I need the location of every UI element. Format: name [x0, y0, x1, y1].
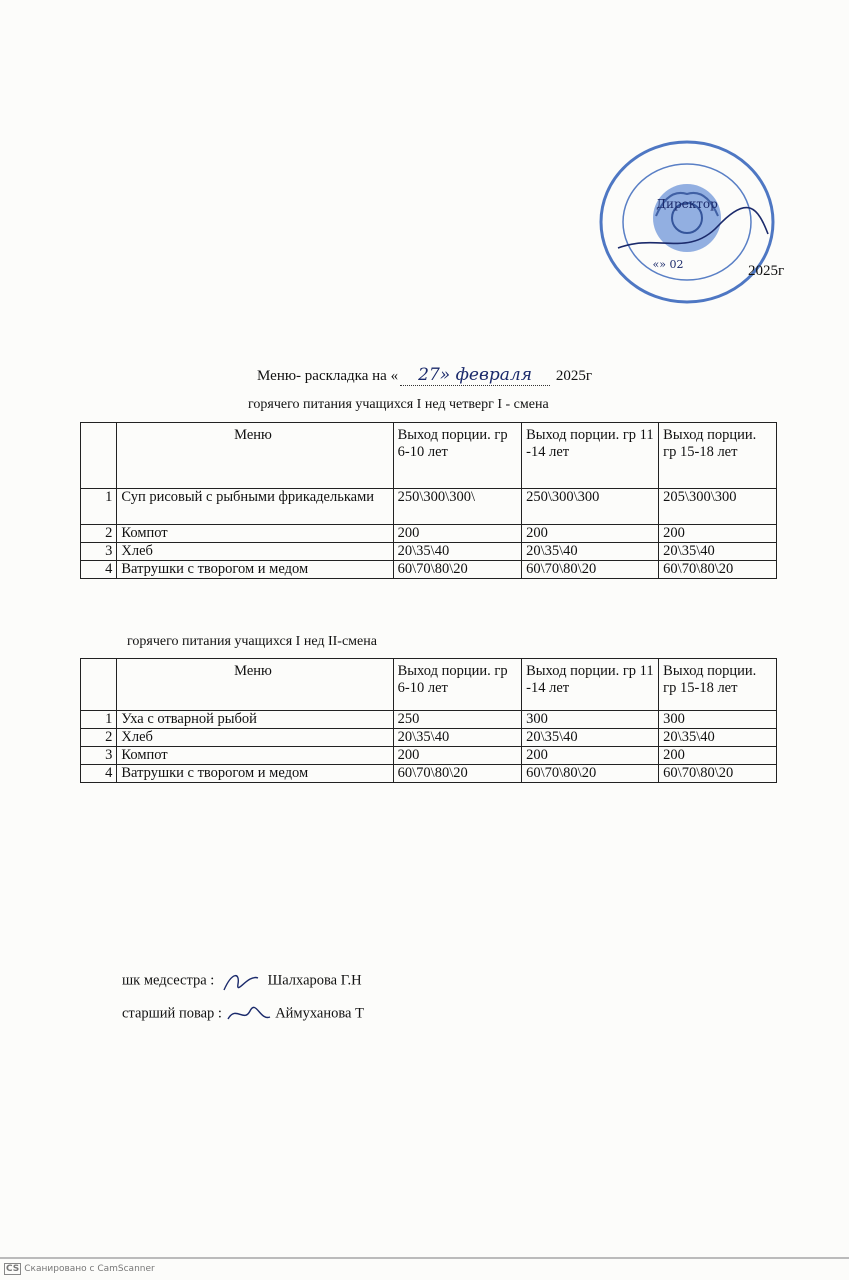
portion-11-14: 300	[522, 711, 659, 729]
portion-6-10: 60\70\80\20	[393, 765, 521, 783]
shift2-subtitle: горячего питания учащихся I нед II-смена	[127, 634, 377, 649]
portion-6-10: 60\70\80\20	[393, 561, 521, 579]
portion-6-10: 250	[393, 711, 521, 729]
header-col-a: Выход порции. гр 6-10 лет	[393, 659, 521, 711]
cook-signature-scribble	[226, 1003, 272, 1025]
table-header-row	[81, 659, 777, 711]
row-number: 3	[81, 543, 117, 561]
header-col-a: Выход порции. гр 6-10 лет	[393, 423, 521, 489]
shift2-menu-table	[80, 658, 777, 783]
portion-6-10: 20\35\40	[393, 543, 521, 561]
portion-6-10: 250\300\300\	[393, 489, 521, 525]
portion-11-14: 250\300\300	[522, 489, 659, 525]
title-handwritten-date: 27» февраля	[400, 365, 550, 386]
camscanner-icon: CS	[6, 1264, 20, 1274]
title-prefix: Меню- раскладка на «	[257, 368, 399, 384]
dish-name: Ватрушки с творогом и медом	[117, 765, 393, 783]
approval-year: 2025г	[748, 263, 785, 279]
shift1-menu-table	[80, 422, 777, 579]
table-row	[81, 765, 777, 783]
portion-15-18: 20\35\40	[659, 729, 777, 747]
cook-signature-line	[122, 1003, 364, 1025]
document-title	[0, 365, 849, 386]
portion-11-14: 60\70\80\20	[522, 765, 659, 783]
dish-name: Компот	[117, 747, 393, 765]
nurse-signature-line	[122, 970, 362, 992]
cook-label: старший повар :	[122, 1005, 222, 1022]
portion-6-10: 200	[393, 747, 521, 765]
shift1-subtitle: горячего питания учащихся I нед четверг I - смена	[248, 397, 549, 412]
seal-role-text: Директор	[656, 197, 718, 211]
portion-15-18: 200	[659, 525, 777, 543]
header-menu: Меню	[117, 423, 393, 489]
nurse-name: Шалхарова Г.Н	[267, 972, 362, 989]
cook-name: Аймуханова Т	[275, 1005, 364, 1022]
row-number: 2	[81, 525, 117, 543]
portion-15-18: 20\35\40	[659, 543, 777, 561]
dish-name: Суп рисовый с рыбными фрикадельками	[117, 489, 393, 525]
table-row	[81, 711, 777, 729]
row-number: 1	[81, 711, 117, 729]
table-row	[81, 525, 777, 543]
scanner-footer	[4, 1263, 155, 1275]
title-year: 2025г	[555, 368, 592, 384]
dish-name: Хлеб	[117, 543, 393, 561]
dish-name: Ватрушки с творогом и медом	[117, 561, 393, 579]
dish-name: Хлеб	[117, 729, 393, 747]
portion-11-14: 20\35\40	[522, 543, 659, 561]
table-row	[81, 561, 777, 579]
row-number: 2	[81, 729, 117, 747]
dish-name: Уха с отварной рыбой	[117, 711, 393, 729]
official-seal-stamp	[598, 138, 776, 308]
portion-15-18: 60\70\80\20	[659, 765, 777, 783]
scan-footer-divider	[0, 1257, 849, 1259]
nurse-signature-scribble	[218, 970, 264, 992]
portion-15-18: 60\70\80\20	[659, 561, 777, 579]
row-number: 4	[81, 765, 117, 783]
table-header-row	[81, 423, 777, 489]
row-number: 3	[81, 747, 117, 765]
header-menu: Меню	[117, 659, 393, 711]
header-col-c: Выход порции. гр 15-18 лет	[659, 423, 777, 489]
nurse-label: шк медсестра :	[122, 972, 215, 989]
row-number: 1	[81, 489, 117, 525]
table-row	[81, 729, 777, 747]
portion-15-18: 300	[659, 711, 777, 729]
portion-11-14: 200	[522, 525, 659, 543]
portion-6-10: 20\35\40	[393, 729, 521, 747]
table-row	[81, 489, 777, 525]
portion-15-18: 200	[659, 747, 777, 765]
header-num-cell	[81, 423, 117, 489]
portion-15-18: 205\300\300	[659, 489, 777, 525]
dish-name: Компот	[117, 525, 393, 543]
header-col-b: Выход порции. гр 11 -14 лет	[522, 423, 659, 489]
portion-6-10: 200	[393, 525, 521, 543]
portion-11-14: 200	[522, 747, 659, 765]
table-row	[81, 747, 777, 765]
portion-11-14: 20\35\40	[522, 729, 659, 747]
header-col-c: Выход порции. гр 15-18 лет	[659, 659, 777, 711]
portion-11-14: 60\70\80\20	[522, 561, 659, 579]
seal-date-text: «» 02	[652, 258, 684, 271]
table-row	[81, 543, 777, 561]
scanner-footer-text: Сканировано с CamScanner	[24, 1264, 155, 1274]
header-num-cell	[81, 659, 117, 711]
row-number: 4	[81, 561, 117, 579]
header-col-b: Выход порции. гр 11 -14 лет	[522, 659, 659, 711]
